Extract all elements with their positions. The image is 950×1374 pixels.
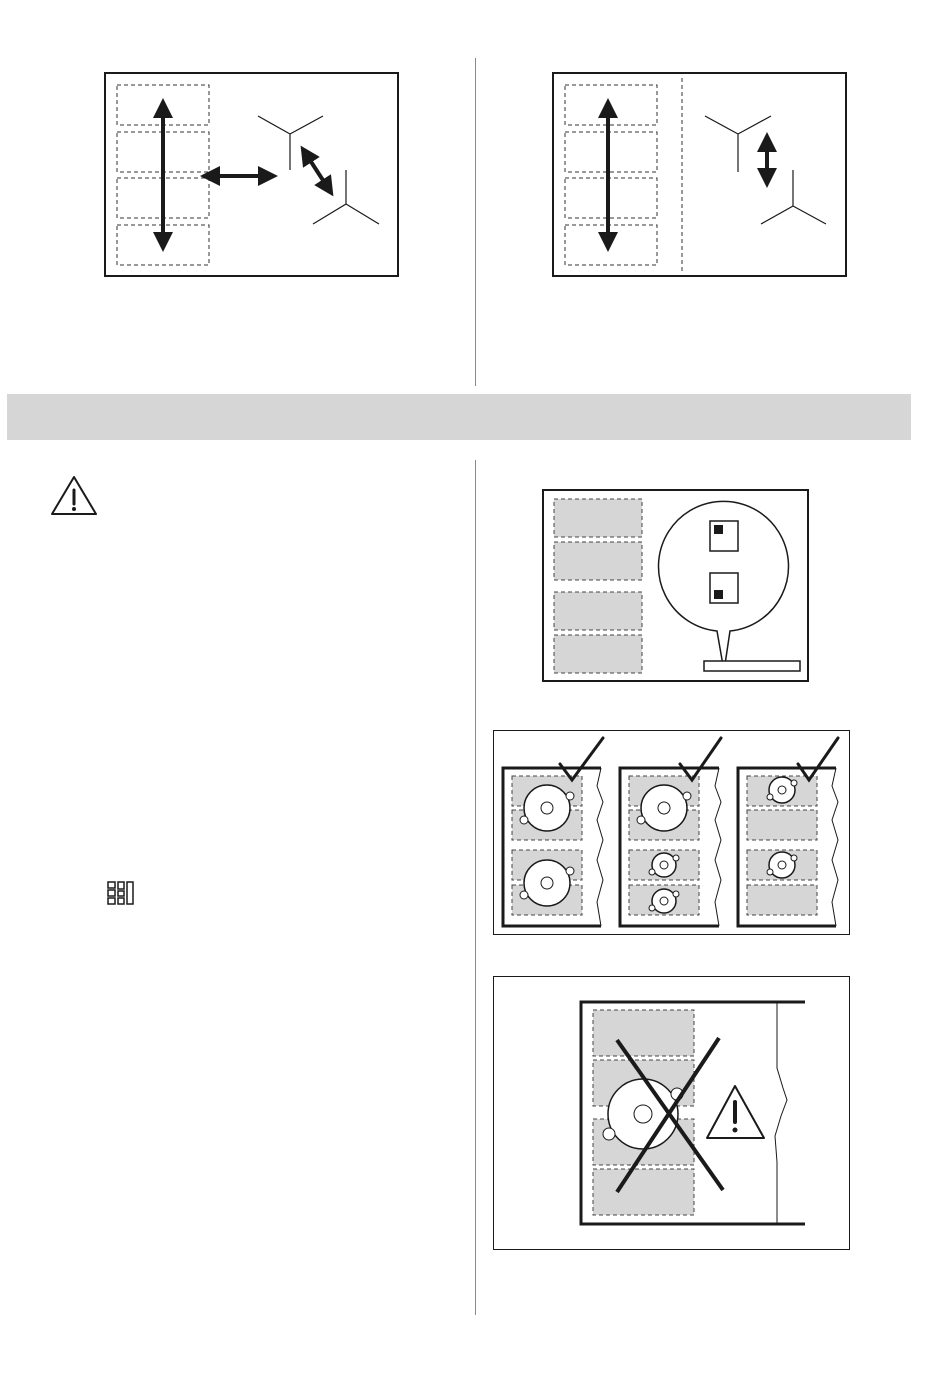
bridge-symbol-icon (106, 880, 136, 906)
zone-separate-diagram (552, 72, 848, 278)
control-panel-callout-diagram (542, 489, 810, 685)
column-divider-bottom (475, 460, 476, 1315)
zone-bridge-diagram (104, 72, 400, 278)
section-heading-band (7, 394, 911, 440)
correct-cookware-placement-diagram (493, 730, 851, 936)
incorrect-cookware-placement-diagram (493, 976, 851, 1252)
warning-triangle-icon (49, 474, 99, 516)
column-divider-top (475, 58, 476, 386)
